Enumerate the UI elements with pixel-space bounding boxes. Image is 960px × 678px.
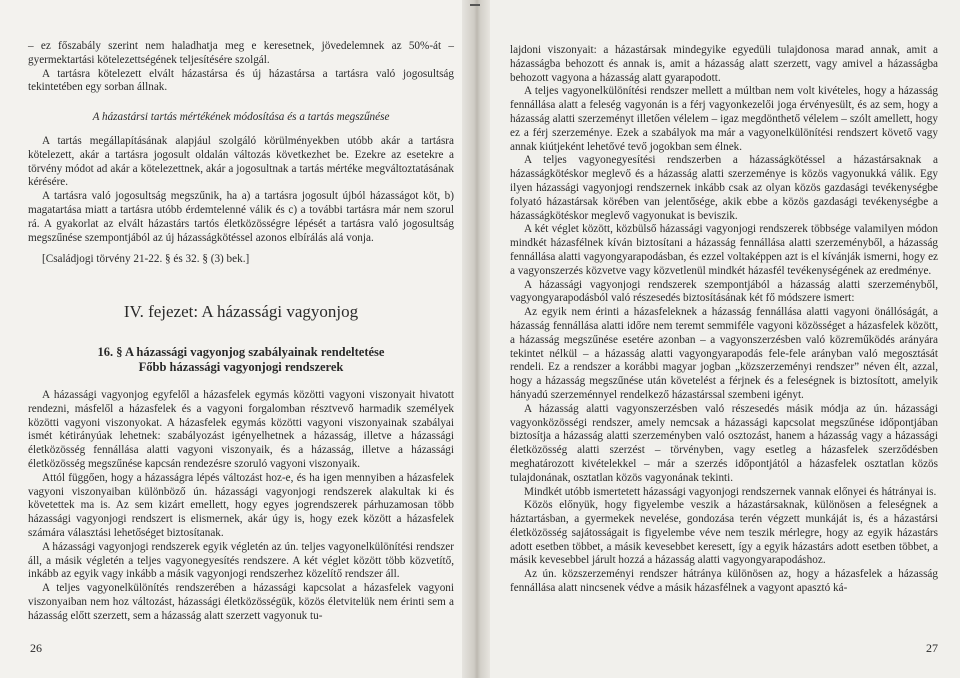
- section-paragraph-2: A tartásra való jogosultság megszűnik, ha a) a tartásra jogosult újból házasságot köt, b) magatartása miatt a tartásra utóbb érdemtelenné válik és c) a további tartásra már nem szorul rá. A gyakorlat az elvált házastárs tartós életközösségre lépését a tartásra való jogosultság megszűnése szempontjából az új házasságkötéssel azonos elbírálás alá vonja.: [28, 190, 454, 244]
- body-paragraph-3: A házassági vagyonjogi rendszerek egyik végletén az ún. teljes vagyonelkülönítési rendszer áll, a másik végletén a teljes vagyonegyesítés rendszere. A két véglet között több közvetítő, inkább az egyik vagy inkább a másik vagyonjogi rendszerhez közelítő rendszer áll.: [28, 540, 454, 581]
- right-paragraph-1: lajdoni viszonyait: a házastársak mindegyike egyedüli tulajdonosa marad annak, amit a házasságba behozott és annak is, amit a házasság alatt szerzett, vagy amivel a házasságba behozott vagyona a házasság alatt gyarapodott.: [510, 44, 938, 84]
- section-title: A házastársi tartás mértékének módosítása és a tartás megszűnése: [92, 111, 390, 124]
- right-paragraph-5: A házassági vagyonjogi rendszerek szempontjából a házasság alatti szerzeményből, vagyongyarapodásból való részesedés biztosításának két fő módszere ismert:: [510, 278, 938, 305]
- right-paragraph-3: A teljes vagyonegyesítési rendszerben a házasságkötéssel a házastársaknak a házasságkötéskor meglevő és a házasság alatti szerzeménye is közös vagyonukká válik. Egy ilyen házassági vagyonjogi rendszernek inkább csak az olyan közös gazdasági tevékenységbe folyató házastársak körében van jelentősége, akik ebbe a közös gazdasági tevékenységbe a házasságkötéskor meglevő vagyonukat is beviszik.: [510, 154, 938, 222]
- left-page: [0, 0, 470, 678]
- right-paragraph-10: Az ún. közszerzeményi rendszer hátránya különösen az, hogy a házasfelek a házasság fennállása alatt nincsenek védve a másik házasfélnek a vagyont apasztó ká-: [510, 568, 938, 595]
- body-paragraph-1: A házassági vagyonjog egyfelől a házasfelek egymás közötti vagyoni viszonyait hivatott rendezni, másfelől a házasfelek és a vagyoni forgalomban résztvevő harmadik személyek közötti vagyoni viszonyokat. A házasfelek egymás közötti vagyoni viszonyainak szabályai ismét kétirányúak lehetnek: szabályozást igényelhetnek a házasság, illetve a házassági életközösség fennállása alatti vagyoni viszonyaik, és a házasság, illetve a házassági életközösség megszűnése kapcsán rendezésre szoruló vagyoni viszonyaik.: [28, 388, 454, 470]
- subsection-title: [28, 345, 454, 375]
- subsection-title-line1: 16. § A házassági vagyonjog szabályainak rendeltetése: [97, 344, 385, 359]
- body-paragraph-4: A teljes vagyonelkülönítés rendszerében a házassági kapcsolat a házasfelek vagyoni viszonyaiban nem hoz változást, házassági életközösségük, közös életvitelük nem érinti sem a házasság előtt szerzett, sem a házasság alatt szerzett vagyonuk tu-: [28, 582, 454, 622]
- right-page: [490, 0, 960, 678]
- body-paragraph-2: Attól függően, hogy a házasságra lépés változást hoz-e, és ha igen mennyiben a házasfelek vagyoni viszonyaiban különböző ún. házassági vagyonjogi rendszerek alakultak ki és követettek ma is. Az sem kizárt emellett, hogy egyes jogrendszerek párhuzamosan több házassági vagyonjogi rendszert is elismernek, akár úgy is, hogy ezek között a házasfelek számára választási lehetőséget biztosítanak.: [28, 471, 454, 539]
- intro-paragraph-2: A tartásra kötelezett elvált házastársa és új házastársa a tartásra való jogosultság tekintetében egy sorban állnak.: [28, 67, 454, 94]
- right-paragraph-4: A két véglet között, közbülső házassági vagyonjogi rendszerek többsége valamilyen módon mindkét házasfélnek kíván biztosítani a házasság fennállása alatti szerzeményből, a házasság fennállása alatti vagyongyarapodásban, és ezzel voltaképpen azt is el kívánják ismerni, hogy ez a vagyonszerzés közvetve vagy közvetlenül mindkét házasfél tevékenységének az eredménye.: [510, 223, 938, 277]
- subsection-title-line2: Főbb házassági vagyonjogi rendszerek: [138, 359, 344, 374]
- section-paragraph-1: A tartás megállapításának alapjául szolgáló körülményekben utóbb akár a tartásra kötelezett, akár a tartásra jogosult oldalán változás következhet be. Ezekre az esetekre a törvény módot ad akár a kötelezettnek, akár a jogosultnak a tartás mértéke megváltoztatásának kérésére.: [28, 134, 454, 189]
- right-paragraph-7: A házasság alatti vagyonszerzésben való részesedés másik módja az ún. házassági vagyonközösségi rendszer, amely nemcsak a házassági kapcsolat megszűnése időpontjában biztosítja a házasság alatti szerzeményben való osztozást, hanem a házasság vagy a házassági életközösség alatti szerzést – törvényben, vagy esetleg a házasfelek szerződésben meghatározott kivételekkel – már a szerzés időpontjától a házasfelek osztatlan közös tulajdonának, osztatlan közös vagyonának tekinti.: [510, 402, 938, 484]
- intro-paragraph-1: – ez főszabály szerint nem haladhatja meg e keresetnek, jövedelemnek az 50%-át – gyermektartási kötelezettségének teljesítésére szolgál.: [28, 40, 454, 66]
- page-number-left: 26: [30, 641, 42, 655]
- right-paragraph-6: Az egyik nem érinti a házasfeleknek a házasság fennállása alatti vagyoni önállóságát, a házasság fennállása alatti időre nem teremt semmiféle vagyoni közösséget a házasfelek között, a házasság megszűnése esetére azonban – a vagyonszerzésben való közreműködés arányára tekintet nélkül – a házasság alatti vagyongyarapodás fele-fele arányban való megosztását rendeli. Ez a rendszer a korábbi magyar jogban „közszerzeményi rendszer” néven élt, azzal, hogy a házasság megszűnése után követelést a férjnek és a feleségnek is biztosított, amelyik hányadú szerzeménnyel rendelkező házastárssal szembeni igényt.: [510, 306, 938, 401]
- gutter-mark: [470, 4, 480, 6]
- right-paragraph-8: Mindkét utóbb ismertetett házassági vagyonjogi rendszernek vannak előnyei és hátrányai is.: [524, 485, 937, 498]
- right-paragraph-9: Közös előnyük, hogy figyelembe veszik a házastársaknak, különösen a feleségnek a háztartásban, a gyermekek nevelése, gondozása terén végzett munkáját is, és a házastársi életközösség sajátosságait is figyelembe véve nem teszik mérlegre, hogy az egyik házastárs adott esetben többet, a másik kevesebbet keresett, így a egyik házastárs adott esetben többet, a másik kevesebbel járult hozzá a házasság alatti vagyongyarapodáshoz.: [510, 499, 938, 567]
- book-gutter: [462, 0, 492, 678]
- page-number-right: 27: [926, 641, 938, 655]
- chapter-title: IV. fejezet: A házassági vagyonjog: [123, 302, 359, 322]
- citation: [Családjogi törvény 21-22. § és 32. § (3) bek.]: [42, 253, 250, 266]
- right-paragraph-2: A teljes vagyonelkülönítési rendszer mellett a múltban nem volt kivételes, hogy a házasság fennállása alatt a feleség vagyonán is a férj vagyonkezelői joga érvényesült, és az sem, hogy a házasság alatti szerzeményt illetően vélelem – igaz megdönthető vélelem – szólt amellett, hogy ez a férj szerzeménye. Ezek a szabályok ma már a vagyonelkülönítési rendszert követő vagy annak kiútjeként lehetővé tevő jogokban sem élnek.: [510, 85, 938, 153]
